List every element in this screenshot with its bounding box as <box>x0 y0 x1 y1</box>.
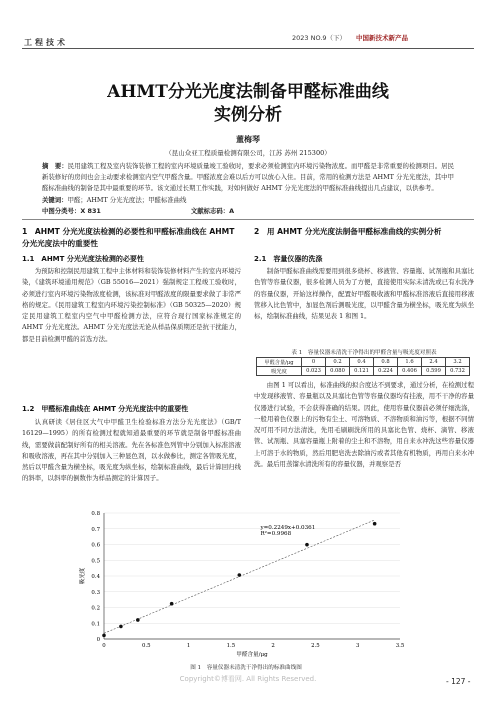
section-2-heading: 2 用 AHMT 分光光度法制备甲醛标准曲线的实例分析 <box>254 227 442 236</box>
chart-ticks <box>91 511 404 649</box>
header-rule <box>22 48 474 49</box>
issue-number: 2023 NO.9（下） <box>292 34 347 42</box>
y-tick-label: 0.6 <box>91 542 100 549</box>
x-tick-label: 2 <box>271 643 275 649</box>
table-header-cell: 2.4 <box>422 358 446 367</box>
y-tick-label: 0.4 <box>91 574 100 580</box>
table-row-label: 吸光度 <box>257 367 302 376</box>
data-point <box>102 634 106 638</box>
author: 董梅琴 <box>236 134 260 144</box>
article-title-line1: AHMT分光光度法制备甲醛标准曲线 <box>107 82 389 102</box>
x-tick-label: 2.5 <box>311 643 320 649</box>
table-header-cell: 0 <box>302 358 326 367</box>
table-value-cell: 0.080 <box>326 367 350 376</box>
x-tick-label: 1.5 <box>226 643 236 649</box>
affiliation: （昆山众亚工程质量检测有限公司，江苏 苏州 215300） <box>165 149 331 157</box>
table-value-cell: 0.121 <box>350 367 374 376</box>
table-header-label: 甲醛含量/μg <box>257 358 302 367</box>
document-code: 文献标志码：A <box>190 207 235 215</box>
data-point <box>119 625 123 629</box>
table-header-cell: 0.8 <box>374 358 398 367</box>
y-tick-label: 0.2 <box>91 605 100 612</box>
section-2-1-paragraph: 制备甲醛标准曲线需要用到很多烧杯、移液管、容量瓶、试剂瓶和具塞比色管等容量仪器，很多检测人员为了方便，直接使用实际未清洗或已有水洗净的容量仪器，开始这样操作，配置好甲醛吸收液和甲醛标准溶液后直接用移液管移入比色管中，加显色剂后测吸光度，以甲醛含量为横坐标，吸光度为纵坐标，绘制标准曲线，结果见表 1 和图 1。 <box>254 267 474 321</box>
section-1-2-heading: 1.2 甲醛标准曲线在 AHMT 分光光度法中的重要性 <box>22 405 189 413</box>
data-point <box>136 618 140 622</box>
section-2-1-continued: 由图 1 可以看出，标准曲线的拟合度达不到要求，通过分析，在检测过程中发现移液管、容量瓶以及具塞比色管等容量仪器均有挂液，用不干净的容量仪器进行试验，不会获得准确的结果。因此，使用容量仪器前必须仔细洗涤，一般用着色仪器上的污物有尘土、可溶物质、不溶物质和油污等，根据不同情况可用不同方法清洗，先用毛刷刷洗所用的具塞比色管、烧杯、滴管、移液管、试剂瓶、具塞容量瓶上附着的尘土和不溶物，用自来水冲洗这些容量仪器上可溶于水的物质，然后用肥皂洗去除油污或者其他有机物质，再用自来水冲洗。最后用蒸馏水清洗所有的容量仪器，并观察是否 <box>254 381 474 469</box>
x-tick-label: 0.5 <box>141 643 151 649</box>
x-tick-label: 0 <box>102 643 106 649</box>
data-point <box>305 543 309 547</box>
r-squared: R²=0.9968 <box>260 531 292 538</box>
classification <box>42 206 324 215</box>
keywords-text: 甲醛；AHMT 分光光度法；甲醛标准曲线 <box>67 196 187 204</box>
table-header-cell: 1.6 <box>398 358 422 367</box>
y-tick-label: 0.3 <box>91 589 100 596</box>
table-value-cell: 0.599 <box>422 367 446 376</box>
y-tick-label: 0.5 <box>91 558 100 565</box>
table-header-cell: 0.4 <box>350 358 374 367</box>
y-tick-label: 0.7 <box>91 526 100 533</box>
section-2-1-heading: 2.1 容量仪器的洗涤 <box>254 255 323 263</box>
table-header-cell: 3.2 <box>446 358 470 367</box>
x-tick-label: 3.5 <box>395 643 405 649</box>
copyright-watermark: Copyright©博看网. All Rights Reserved. <box>179 675 317 683</box>
keywords-label: 关键词： <box>42 196 68 204</box>
table-value-cell: 0.224 <box>374 367 398 376</box>
table-value-cell: 0.732 <box>446 367 470 376</box>
data-point <box>373 522 377 526</box>
x-axis-label: 甲醛含量/μg <box>236 652 268 658</box>
section-1-2-paragraph: 认真研读《居住区大气中甲醛卫生检验标准方法分光光度法》（GB/T 16129—1995）的所有检测过程就知道最重要的环节就是制备甲醛标准曲线，需要做前配制好所有的相关溶液。先在各标准色列管中分别加入标准溶液和吸收溶液，再在其中分别加入三种显色剂，以水做参比，测定各管吸光度，然后以甲醛含量为横坐标，吸光度为纵坐标，绘制标准曲线，最后计算回归线的斜率，以斜率的倒数作为样品测定的计算因子。 <box>22 418 241 483</box>
article-title-line2: 实例分析 <box>214 105 282 125</box>
chart-grid <box>104 513 400 639</box>
keywords <box>42 195 186 204</box>
standard-curve-chart <box>76 507 416 665</box>
abstract-text: 民用建筑工程及室内装饰装修工程的室内环境质量竣工验收时，要求必须检测室内环境污染物浓度。而甲醛是非常重要的检测项目。居民新装修好的房间也会主动要求检测室内空气甲醛含量。甲醛浓度会难以后方可以放心入住。目前，常用的检测方法是 AHMT 分光光度法，其中甲醛标准曲线的制备是其中最重要的环节。该文通过长期工作实践，对如何做好 AHMT 分光光度法的甲醛标准曲线提出几点建议，以供参考。 <box>42 162 455 192</box>
section-1-1-heading: 1.1 AHMT 分光光度法检测的必要性 <box>22 255 144 263</box>
table-caption: 表 1 容量仪器未清洗干净得出的甲醛含量与吸光度对照表 <box>291 350 437 356</box>
x-tick-label: 3 <box>355 643 360 649</box>
abstract-label: 摘 要： <box>42 162 68 170</box>
journal-name: 中国新技术新产品 <box>356 34 409 42</box>
section-1-1-paragraph: 为预防和控制民用建筑工程中主体材料和装饰装修材料产生的室内环境污染，《建筑环境通用规范》（GB 55016—2021）强制规定工程竣工验收时，必须进行室内环境污染物浓度检测，该标准对甲醛浓度的限量要求做了非常严格的规定。《民用建筑工程室内环境污染控制标准》（GB 50325—2020）规定民用建筑工程室内空气中甲醛检测方法，应符合现行国家标准规定的 AHMT 分光光度法。AHMT 分光光度法无论从样品保质期还是抗干扰能力，都是目前检测甲醛的首选方法。 <box>22 267 241 343</box>
clc-number: 中图分类号：X 831 <box>42 207 101 215</box>
data-point <box>170 602 174 606</box>
y-tick-label: 0 <box>96 637 100 643</box>
issue-info <box>292 33 408 42</box>
page-number: - 127 - <box>446 677 471 686</box>
abstract-divider <box>22 219 474 220</box>
table-header-row <box>257 358 470 367</box>
table-value-cell: 0.406 <box>398 367 422 376</box>
section-label: 工程技术 <box>24 38 68 47</box>
y-tick-label: 0.8 <box>91 511 100 517</box>
data-table <box>256 357 470 376</box>
table-value-cell: 0.023 <box>302 367 326 376</box>
y-axis-label: 吸光度 <box>80 567 86 585</box>
table-header-cell: 0.2 <box>326 358 350 367</box>
data-point <box>238 573 242 577</box>
table-value-row <box>257 367 470 376</box>
section-1-heading: 1 AHMT 分光光度法检测的必要性和甲醛标准曲线在 AHMT 分光光度法中的重要性 <box>22 227 235 248</box>
y-tick-label: 0.1 <box>91 621 100 628</box>
regression-equation: y=0.2249x+0.0361 <box>260 524 316 531</box>
abstract <box>42 161 454 194</box>
x-tick-label: 1 <box>186 643 191 649</box>
figure-caption: 图 1 容量仪器未清洗干净得出的标准曲线图 <box>190 665 302 671</box>
chart-points <box>102 522 376 637</box>
